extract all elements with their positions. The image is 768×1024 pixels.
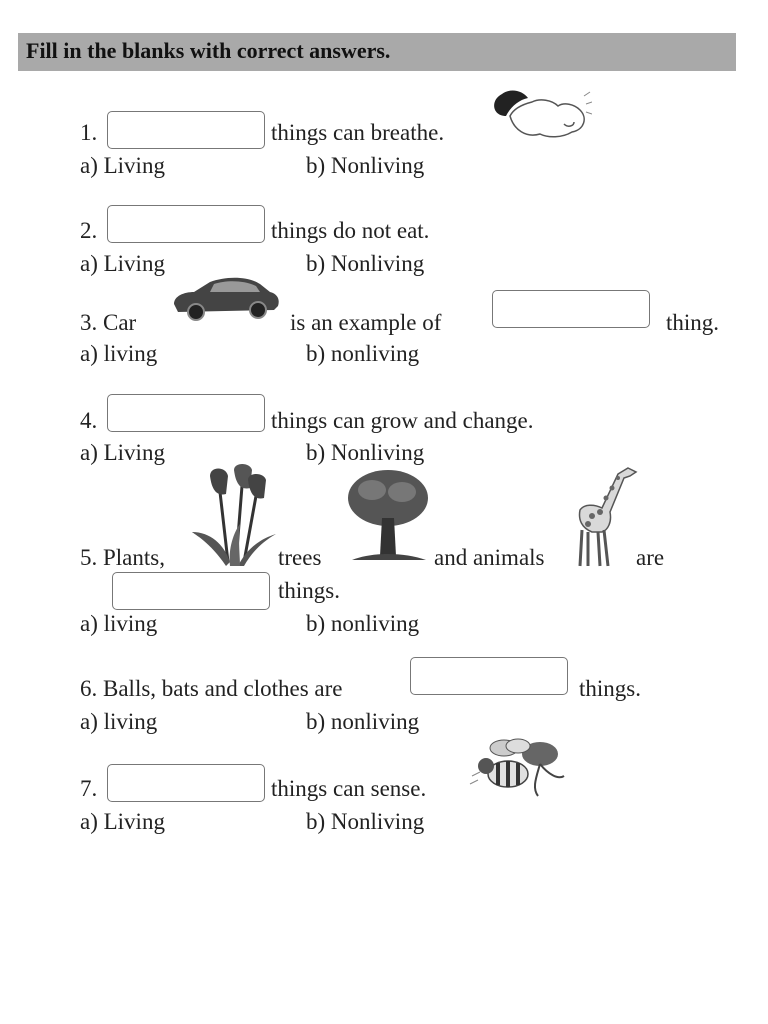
car-icon xyxy=(170,272,282,324)
q5-option-b[interactable]: b) nonliving xyxy=(306,611,420,636)
q5-animals-text: and animals xyxy=(434,545,545,570)
tree-icon xyxy=(342,468,434,568)
q7-number: 7. xyxy=(80,776,98,801)
q4-answer-box[interactable] xyxy=(107,394,265,432)
q4-text: things can grow and change. xyxy=(271,408,534,433)
q6-option-b[interactable]: b) nonliving xyxy=(306,709,420,734)
q6-option-a[interactable]: a) living xyxy=(80,709,158,734)
q3-middle-text: is an example of xyxy=(290,310,442,335)
q4-option-b[interactable]: b) Nonliving xyxy=(306,440,425,465)
q7-option-a[interactable]: a) Living xyxy=(80,809,165,834)
worksheet-header xyxy=(18,33,736,71)
nose-icon xyxy=(488,86,592,146)
q7-option-b[interactable]: b) Nonliving xyxy=(306,809,425,834)
q3-answer-box[interactable] xyxy=(492,290,650,328)
q1-option-b[interactable]: b) Nonliving xyxy=(306,153,425,178)
q2-number: 2. xyxy=(80,218,98,243)
q3-option-b[interactable]: b) nonliving xyxy=(306,341,420,366)
q3-option-a[interactable]: a) living xyxy=(80,341,158,366)
q7-answer-box[interactable] xyxy=(107,764,265,802)
q1-text: things can breathe. xyxy=(271,120,445,145)
q2-answer-box[interactable] xyxy=(107,205,265,243)
q1-answer-box[interactable] xyxy=(107,111,265,149)
q5-trees-text: trees xyxy=(278,545,322,570)
q6-answer-box[interactable] xyxy=(410,657,568,695)
q7-text: things can sense. xyxy=(271,776,427,801)
q5-suffix: things. xyxy=(278,578,340,603)
worksheet-title: Fill in the blanks with correct answers. xyxy=(26,38,391,63)
q3-prefix: 3. Car xyxy=(80,310,137,335)
giraffe-icon xyxy=(572,462,638,570)
q4-option-a[interactable]: a) Living xyxy=(80,440,165,465)
q6-prefix: 6. Balls, bats and clothes are xyxy=(80,676,343,701)
q2-text: things do not eat. xyxy=(271,218,430,243)
tulips-icon xyxy=(190,462,278,570)
q1-number: 1. xyxy=(80,120,98,145)
q5-are-text: are xyxy=(636,545,665,570)
q2-option-b[interactable]: b) Nonliving xyxy=(306,251,425,276)
q2-option-a[interactable]: a) Living xyxy=(80,251,165,276)
q4-number: 4. xyxy=(80,408,98,433)
bee-flower-icon xyxy=(468,734,566,798)
q5-option-a[interactable]: a) living xyxy=(80,611,158,636)
q5-answer-box[interactable] xyxy=(112,572,270,610)
q5-prefix: 5. Plants, xyxy=(80,545,165,570)
q3-suffix: thing. xyxy=(666,310,720,335)
q6-suffix: things. xyxy=(579,676,641,701)
q1-option-a[interactable]: a) Living xyxy=(80,153,165,178)
